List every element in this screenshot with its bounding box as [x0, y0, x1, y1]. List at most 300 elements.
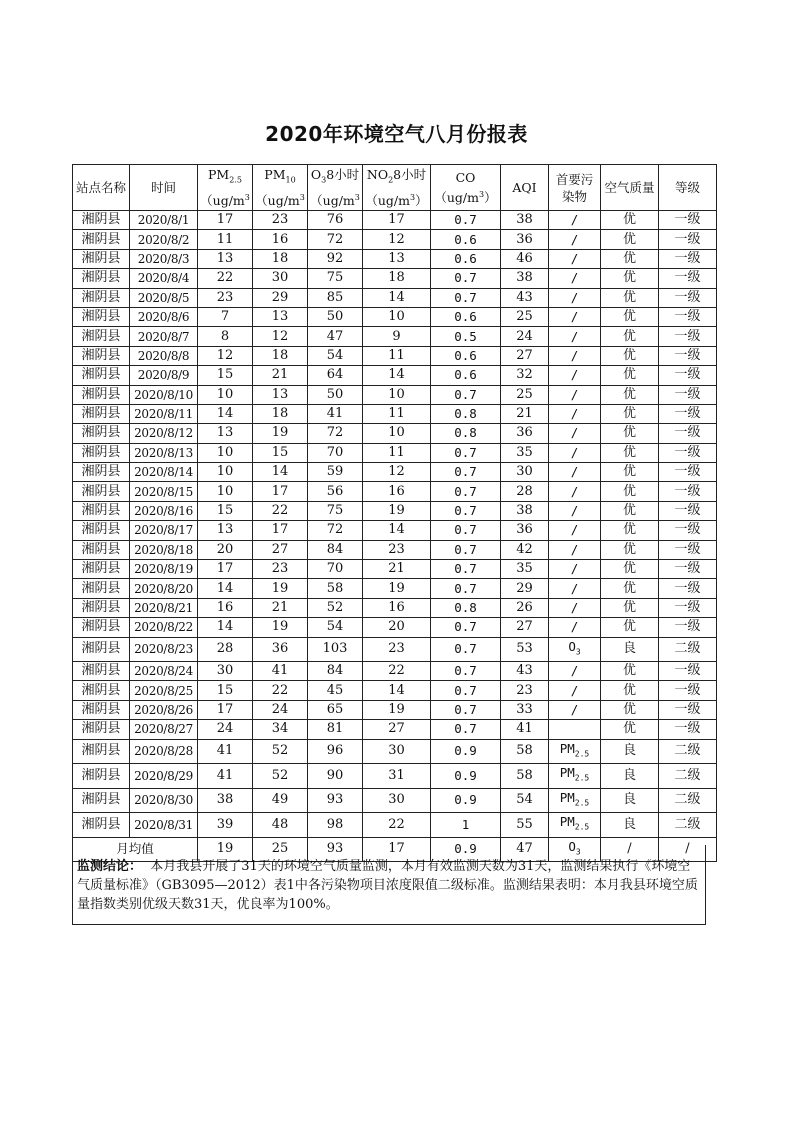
cell-co: 0.7 [431, 269, 501, 288]
cell-pollutant: / [549, 211, 601, 230]
cell-o3: 76 [308, 211, 363, 230]
cell-pm10: 19 [253, 618, 308, 637]
cell-date: 2020/8/30 [130, 788, 198, 813]
cell-date: 2020/8/13 [130, 443, 198, 462]
cell-co: 0.7 [431, 662, 501, 681]
co-label: CO [455, 169, 476, 185]
cell-pm10: 22 [253, 501, 308, 520]
cell-quality: 优 [601, 540, 659, 559]
air-quality-table [72, 164, 717, 862]
cell-grade: 一级 [659, 327, 717, 346]
cell-no2: 12 [363, 230, 431, 249]
cell-pm10: 36 [253, 637, 308, 662]
cell-o3: 103 [308, 637, 363, 662]
cell-o3: 93 [308, 788, 363, 813]
table-row [73, 598, 717, 617]
cell-station: 湘阴县 [73, 764, 130, 789]
cell-grade: 一级 [659, 560, 717, 579]
cell-pollutant: / [549, 463, 601, 482]
cell-no2: 13 [363, 249, 431, 268]
cell-pm25: 11 [198, 230, 253, 249]
cell-o3: 47 [308, 327, 363, 346]
cell-pollutant: / [549, 443, 601, 462]
col-no2 [363, 165, 431, 211]
cell-station: 湘阴县 [73, 385, 130, 404]
cell-quality: 良 [601, 813, 659, 838]
average-label: 月均值 [73, 837, 198, 862]
cell-pm10: 52 [253, 739, 308, 764]
cell-no2: 16 [363, 598, 431, 617]
cell-co: 0.9 [431, 739, 501, 764]
cell-date: 2020/8/1 [130, 211, 198, 230]
cell-pollutant: / [549, 662, 601, 681]
cell-aqi: 42 [501, 540, 549, 559]
cell-pollutant: / [549, 327, 601, 346]
cell-pm10: 48 [253, 813, 308, 838]
cell-no2: 23 [363, 540, 431, 559]
cell-quality: 良 [601, 788, 659, 813]
cell-station: 湘阴县 [73, 482, 130, 501]
cell-pm25: 30 [198, 662, 253, 681]
cell-station: 湘阴县 [73, 404, 130, 423]
cell-grade: 一级 [659, 269, 717, 288]
table-row [73, 211, 717, 230]
cell-quality: 优 [601, 579, 659, 598]
cell-pm10: 41 [253, 662, 308, 681]
cell-quality: 优 [601, 443, 659, 462]
cell-pm25: 15 [198, 501, 253, 520]
cell-o3: 72 [308, 521, 363, 540]
cell-pm25: 17 [198, 560, 253, 579]
cell-pm10: 24 [253, 700, 308, 719]
cell-pm10: 18 [253, 249, 308, 268]
cell-station: 湘阴县 [73, 463, 130, 482]
cell-quality: 优 [601, 404, 659, 423]
cell-quality: 优 [601, 230, 659, 249]
cell-grade: 一级 [659, 385, 717, 404]
cell-co: 0.9 [431, 788, 501, 813]
cell-o3: 75 [308, 269, 363, 288]
cell-pollutant: $PM_{2.5}$ [549, 739, 601, 764]
cell-o3: 75 [308, 501, 363, 520]
cell-station: 湘阴县 [73, 637, 130, 662]
cell-pollutant: / [549, 249, 601, 268]
cell-pm25: 10 [198, 482, 253, 501]
cell-aqi: 58 [501, 764, 549, 789]
cell-o3: 70 [308, 560, 363, 579]
cell-date: 2020/8/24 [130, 662, 198, 681]
cell-co: 0.7 [431, 681, 501, 700]
cell-no2: 19 [363, 501, 431, 520]
cell-o3: 84 [308, 662, 363, 681]
cell-aqi: 38 [501, 269, 549, 288]
table-row [73, 346, 717, 365]
cell-no2: 14 [363, 521, 431, 540]
cell-quality: 良 [601, 739, 659, 764]
cell-pollutant: / [549, 540, 601, 559]
cell-date: 2020/8/29 [130, 764, 198, 789]
table-row [73, 482, 717, 501]
cell-pm25: 22 [198, 269, 253, 288]
cell-co: 0.7 [431, 700, 501, 719]
cell-pm25: 14 [198, 404, 253, 423]
cell-o3: 92 [308, 249, 363, 268]
cell-station: 湘阴县 [73, 346, 130, 365]
col-quality: 空气质量 [601, 165, 659, 211]
table-row [73, 700, 717, 719]
cell-co: 0.6 [431, 307, 501, 326]
cell-aqi: 58 [501, 739, 549, 764]
cell-co: 0.7 [431, 579, 501, 598]
table-row [73, 662, 717, 681]
cell-quality: 优 [601, 618, 659, 637]
cell-aqi: 27 [501, 346, 549, 365]
cell-no2: 27 [363, 720, 431, 739]
cell-grade: 一级 [659, 463, 717, 482]
cell-pm25: 17 [198, 211, 253, 230]
cell-pollutant: $PM_{2.5}$ [549, 764, 601, 789]
cell-pm10: 29 [253, 288, 308, 307]
cell-pm25: 28 [198, 637, 253, 662]
cell-date: 2020/8/9 [130, 366, 198, 385]
cell-pm10: 19 [253, 579, 308, 598]
cell-pollutant: / [549, 560, 601, 579]
cell-pm10: 34 [253, 720, 308, 739]
cell-date: 2020/8/22 [130, 618, 198, 637]
cell-co: 0.7 [431, 618, 501, 637]
cell-no2: 30 [363, 739, 431, 764]
cell-quality: 优 [601, 598, 659, 617]
cell-no2: 20 [363, 618, 431, 637]
table-row [73, 739, 717, 764]
table-row [73, 307, 717, 326]
cell-pollutant [549, 720, 601, 739]
cell-grade: 一级 [659, 404, 717, 423]
cell-pm25: 41 [198, 739, 253, 764]
cell-date: 2020/8/16 [130, 501, 198, 520]
table-row [73, 424, 717, 443]
table-row [73, 230, 717, 249]
cell-o3: 45 [308, 681, 363, 700]
cell-o3: 58 [308, 579, 363, 598]
cell-o3: 50 [308, 385, 363, 404]
cell-aqi: 28 [501, 482, 549, 501]
table-row [73, 764, 717, 789]
cell-no2: 19 [363, 579, 431, 598]
cell-no2: 22 [363, 813, 431, 838]
conclusion-text: 本月我县开展了31天的环境空气质量监测，本月有效监测天数为31天，监测结果执行《环境空气质量标准》（GB3095—2012）表1中各污染物项目浓度限值二级标准。监测结果表明：本月我县环境空质量指数类别优级天数31天，优良率为100%。 [77, 859, 698, 912]
cell-aqi: 36 [501, 230, 549, 249]
cell-aqi: 29 [501, 579, 549, 598]
cell-no2: 17 [363, 211, 431, 230]
pm10-unit: （$ug/m^3$ [255, 192, 305, 208]
col-station: 站点名称 [73, 165, 130, 211]
cell-station: 湘阴县 [73, 560, 130, 579]
cell-pm25: 7 [198, 307, 253, 326]
cell-pollutant: $O_3$ [549, 637, 601, 662]
cell-o3: 54 [308, 346, 363, 365]
cell-no2: 11 [363, 443, 431, 462]
cell-grade: 二级 [659, 764, 717, 789]
col-primary-pollutant: 首要污染物 [549, 165, 601, 211]
cell-date: 2020/8/17 [130, 521, 198, 540]
cell-station: 湘阴县 [73, 211, 130, 230]
cell-station: 湘阴县 [73, 700, 130, 719]
cell-aqi: 32 [501, 366, 549, 385]
cell-quality: 优 [601, 482, 659, 501]
cell-pm25: 14 [198, 618, 253, 637]
cell-quality: 优 [601, 288, 659, 307]
cell-station: 湘阴县 [73, 788, 130, 813]
no2-label: $NO_28$小时 [366, 167, 427, 185]
table-row [73, 560, 717, 579]
cell-o3: 72 [308, 230, 363, 249]
cell-no2: 22 [363, 662, 431, 681]
cell-date: 2020/8/11 [130, 404, 198, 423]
cell-o3: 56 [308, 482, 363, 501]
cell-co: 0.7 [431, 443, 501, 462]
cell-no2: 23 [363, 637, 431, 662]
average-o3: 93 [308, 837, 363, 862]
cell-o3: 54 [308, 618, 363, 637]
cell-o3: 64 [308, 366, 363, 385]
cell-no2: 21 [363, 560, 431, 579]
cell-station: 湘阴县 [73, 327, 130, 346]
cell-o3: 50 [308, 307, 363, 326]
average-pollutant: $O_3$ [549, 837, 601, 862]
cell-station: 湘阴县 [73, 269, 130, 288]
col-grade: 等级 [659, 165, 717, 211]
cell-co: 0.9 [431, 764, 501, 789]
cell-o3: 84 [308, 540, 363, 559]
cell-grade: 一级 [659, 307, 717, 326]
cell-pm10: 27 [253, 540, 308, 559]
cell-pm25: 10 [198, 463, 253, 482]
cell-date: 2020/8/10 [130, 385, 198, 404]
cell-aqi: 46 [501, 249, 549, 268]
cell-pm10: 18 [253, 404, 308, 423]
cell-aqi: 30 [501, 463, 549, 482]
cell-o3: 85 [308, 288, 363, 307]
cell-date: 2020/8/18 [130, 540, 198, 559]
cell-pm25: 10 [198, 443, 253, 462]
cell-aqi: 27 [501, 618, 549, 637]
cell-co: 0.7 [431, 211, 501, 230]
cell-pollutant: / [549, 598, 601, 617]
table-row [73, 463, 717, 482]
cell-aqi: 25 [501, 385, 549, 404]
header-row [73, 165, 717, 211]
cell-pm25: 10 [198, 385, 253, 404]
cell-o3: 72 [308, 424, 363, 443]
cell-no2: 12 [363, 463, 431, 482]
cell-aqi: 41 [501, 720, 549, 739]
cell-pm10: 23 [253, 560, 308, 579]
cell-pm10: 49 [253, 788, 308, 813]
cell-station: 湘阴县 [73, 249, 130, 268]
cell-date: 2020/8/12 [130, 424, 198, 443]
cell-co: 0.5 [431, 327, 501, 346]
cell-co: 0.7 [431, 385, 501, 404]
cell-quality: 优 [601, 521, 659, 540]
col-o3 [308, 165, 363, 211]
cell-aqi: 24 [501, 327, 549, 346]
cell-grade: 一级 [659, 700, 717, 719]
cell-station: 湘阴县 [73, 540, 130, 559]
average-pm10: 25 [253, 837, 308, 862]
cell-grade: 一级 [659, 249, 717, 268]
table-row [73, 366, 717, 385]
cell-grade: 一级 [659, 424, 717, 443]
cell-station: 湘阴县 [73, 681, 130, 700]
pm25-label: $PM_{2.5}$ [208, 167, 242, 185]
cell-date: 2020/8/4 [130, 269, 198, 288]
cell-aqi: 21 [501, 404, 549, 423]
cell-no2: 14 [363, 288, 431, 307]
cell-quality: 优 [601, 681, 659, 700]
cell-co: 0.7 [431, 521, 501, 540]
cell-o3: 96 [308, 739, 363, 764]
cell-date: 2020/8/19 [130, 560, 198, 579]
cell-date: 2020/8/8 [130, 346, 198, 365]
cell-grade: 二级 [659, 637, 717, 662]
cell-pm10: 21 [253, 366, 308, 385]
cell-pm25: 41 [198, 764, 253, 789]
cell-aqi: 26 [501, 598, 549, 617]
cell-pm10: 21 [253, 598, 308, 617]
cell-grade: 二级 [659, 813, 717, 838]
cell-pm25: 17 [198, 700, 253, 719]
cell-station: 湘阴县 [73, 662, 130, 681]
cell-pm10: 23 [253, 211, 308, 230]
cell-o3: 70 [308, 443, 363, 462]
cell-grade: 二级 [659, 788, 717, 813]
cell-aqi: 38 [501, 501, 549, 520]
cell-pm10: 13 [253, 307, 308, 326]
cell-grade: 一级 [659, 521, 717, 540]
cell-no2: 10 [363, 424, 431, 443]
cell-aqi: 36 [501, 521, 549, 540]
cell-no2: 11 [363, 404, 431, 423]
cell-station: 湘阴县 [73, 288, 130, 307]
cell-o3: 41 [308, 404, 363, 423]
cell-station: 湘阴县 [73, 307, 130, 326]
cell-co: 0.7 [431, 482, 501, 501]
cell-quality: 优 [601, 662, 659, 681]
cell-aqi: 43 [501, 662, 549, 681]
cell-station: 湘阴县 [73, 720, 130, 739]
cell-aqi: 25 [501, 307, 549, 326]
cell-aqi: 55 [501, 813, 549, 838]
cell-no2: 30 [363, 788, 431, 813]
cell-station: 湘阴县 [73, 579, 130, 598]
cell-date: 2020/8/20 [130, 579, 198, 598]
cell-grade: 一级 [659, 598, 717, 617]
cell-no2: 9 [363, 327, 431, 346]
table-row [73, 385, 717, 404]
cell-station: 湘阴县 [73, 598, 130, 617]
cell-quality: 优 [601, 700, 659, 719]
cell-pm25: 39 [198, 813, 253, 838]
cell-co: 0.8 [431, 598, 501, 617]
cell-grade: 一级 [659, 230, 717, 249]
cell-co: 0.7 [431, 637, 501, 662]
cell-co: 0.6 [431, 230, 501, 249]
cell-station: 湘阴县 [73, 618, 130, 637]
cell-pm25: 38 [198, 788, 253, 813]
table-row [73, 443, 717, 462]
cell-pm25: 24 [198, 720, 253, 739]
table-row [73, 249, 717, 268]
cell-station: 湘阴县 [73, 521, 130, 540]
cell-quality: 优 [601, 560, 659, 579]
cell-pollutant: / [549, 230, 601, 249]
cell-station: 湘阴县 [73, 739, 130, 764]
cell-quality: 优 [601, 463, 659, 482]
cell-co: 1 [431, 813, 501, 838]
cell-station: 湘阴县 [73, 424, 130, 443]
cell-grade: 一级 [659, 346, 717, 365]
cell-date: 2020/8/7 [130, 327, 198, 346]
cell-station: 湘阴县 [73, 443, 130, 462]
cell-co: 0.6 [431, 366, 501, 385]
cell-pm10: 52 [253, 764, 308, 789]
table-row [73, 681, 717, 700]
cell-pollutant: / [549, 521, 601, 540]
cell-pm25: 15 [198, 681, 253, 700]
cell-pollutant: / [549, 681, 601, 700]
cell-grade: 一级 [659, 366, 717, 385]
cell-station: 湘阴县 [73, 230, 130, 249]
cell-grade: 一级 [659, 288, 717, 307]
cell-aqi: 35 [501, 560, 549, 579]
cell-quality: 良 [601, 764, 659, 789]
cell-station: 湘阴县 [73, 501, 130, 520]
conclusion-label: 监测结论： [77, 859, 143, 874]
cell-quality: 优 [601, 424, 659, 443]
cell-grade: 一级 [659, 720, 717, 739]
cell-pm25: 13 [198, 249, 253, 268]
o3-label: $O_38$小时 [310, 167, 360, 185]
average-aqi: 47 [501, 837, 549, 862]
average-no2: 17 [363, 837, 431, 862]
cell-quality: 良 [601, 637, 659, 662]
cell-aqi: 53 [501, 637, 549, 662]
cell-pm25: 23 [198, 288, 253, 307]
cell-o3: 98 [308, 813, 363, 838]
pm10-label: $PM_{10}$ [264, 167, 296, 185]
cell-aqi: 36 [501, 424, 549, 443]
cell-date: 2020/8/14 [130, 463, 198, 482]
monitoring-conclusion [72, 845, 706, 925]
cell-grade: 一级 [659, 662, 717, 681]
cell-pollutant: / [549, 700, 601, 719]
cell-pollutant: / [549, 385, 601, 404]
cell-o3: 65 [308, 700, 363, 719]
cell-date: 2020/8/3 [130, 249, 198, 268]
cell-date: 2020/8/21 [130, 598, 198, 617]
cell-date: 2020/8/31 [130, 813, 198, 838]
cell-pollutant: / [549, 579, 601, 598]
table-row [73, 618, 717, 637]
cell-aqi: 43 [501, 288, 549, 307]
cell-no2: 19 [363, 700, 431, 719]
cell-date: 2020/8/27 [130, 720, 198, 739]
cell-pm10: 15 [253, 443, 308, 462]
cell-grade: 一级 [659, 579, 717, 598]
cell-pm25: 12 [198, 346, 253, 365]
table-row [73, 269, 717, 288]
